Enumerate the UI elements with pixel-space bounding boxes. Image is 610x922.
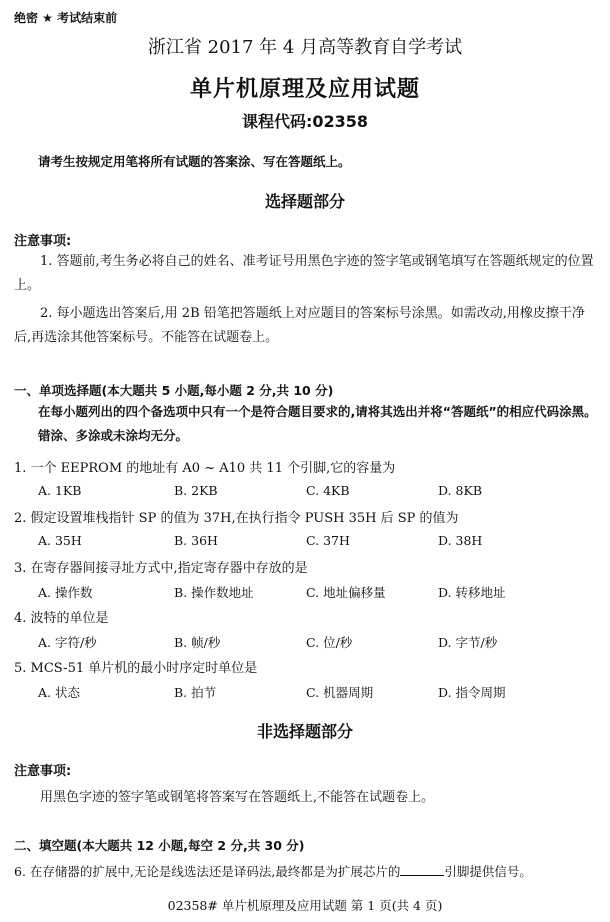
- question-3-option-d: D. 转移地址: [438, 585, 506, 600]
- question-5-option-d: D. 指令周期: [438, 685, 506, 700]
- question-3-option-a: A. 操作数: [38, 585, 93, 600]
- part1-notice-1: 1. 答题前,考生务必将自己的姓名、准考证号用黑色字迹的签字笔或钢笔填写在答题纸规定的位置上。: [14, 254, 594, 293]
- question-5-option-a: A. 状态: [38, 685, 80, 700]
- question-4-stem: 4. 波特的单位是: [14, 611, 109, 626]
- question-6-text-before: 6. 在存储器的扩展中,无论是线选法还是译码法,最终都是为扩展芯片的: [14, 864, 401, 879]
- question-1-option-d: D. 8KB: [438, 483, 483, 498]
- part2-notice: 用黑色字迹的签字笔或钢笔将答案写在答题纸上,不能答在试题卷上。: [40, 790, 435, 805]
- section1-description: 在每小题列出的四个备选项中只有一个是符合题目要求的,请将其选出并将“答题纸”的相应代码涂黑。错涂、多涂或未涂均无分。: [38, 404, 597, 443]
- confidential-mark: 绝密 ★ 考试结束前: [14, 11, 118, 25]
- section1-heading: 一、单项选择题(本大题共 5 小题,每小题 2 分,共 10 分): [14, 383, 334, 398]
- question-3-stem: 3. 在寄存器间接寻址方式中,指定寄存器中存放的是: [14, 561, 308, 576]
- question-4-option-a: A. 字符/秒: [38, 635, 97, 650]
- question-2-option-a: A. 35H: [38, 533, 82, 548]
- question-1-option-c: C. 4KB: [306, 483, 350, 498]
- exam-title: 浙江省 2017 年 4 月高等教育自学考试: [147, 37, 463, 58]
- part1-notice-label: 注意事项:: [14, 234, 72, 249]
- part2-title: 非选择题部分: [256, 722, 353, 741]
- question-6-text-after: 引脚提供信号。: [444, 864, 532, 879]
- question-4-option-d: D. 字节/秒: [438, 635, 498, 650]
- part1-title: 选择题部分: [264, 192, 345, 211]
- question-2-stem: 2. 假定设置堆栈指针 SP 的值为 37H,在执行指令 PUSH 35H 后 SP 的值为: [14, 511, 459, 526]
- question-4-option-c: C. 位/秒: [306, 635, 353, 650]
- question-1-option-b: B. 2KB: [174, 483, 218, 498]
- question-6-blank: [400, 863, 444, 876]
- paper-title: 单片机原理及应用试题: [189, 77, 420, 102]
- question-2-option-b: B. 36H: [174, 533, 218, 548]
- section2-heading: 二、填空题(本大题共 12 小题,每空 2 分,共 30 分): [14, 838, 305, 853]
- page-footer: 02358# 单片机原理及应用试题 第 1 页(共 4 页): [167, 898, 443, 913]
- question-5-option-c: C. 机器周期: [306, 685, 374, 700]
- part1-notice-2: 2. 每小题选出答案后,用 2B 铅笔把答题纸上对应题目的答案标号涂黑。如需改动,用橡皮擦干净后,再选涂其他答案标号。不能答在试题卷上。: [14, 306, 585, 345]
- question-2-option-d: D. 38H: [438, 533, 483, 548]
- question-4-option-b: B. 帧/秒: [174, 635, 221, 650]
- question-1-stem: 1. 一个 EEPROM 的地址有 A0 ~ A10 共 11 个引脚,它的容量为: [14, 461, 396, 476]
- general-instruction: 请考生按规定用笔将所有试题的答案涂、写在答题纸上。: [38, 154, 351, 169]
- question-5-stem: 5. MCS-51 单片机的最小时序定时单位是: [14, 661, 258, 676]
- question-6: [14, 862, 532, 880]
- question-3-option-b: B. 操作数地址: [174, 585, 254, 600]
- part2-notice-label: 注意事项:: [14, 764, 72, 779]
- course-code: 课程代码:02358: [241, 112, 369, 131]
- question-1-option-a: A. 1KB: [38, 483, 82, 498]
- question-5-option-b: B. 拍节: [174, 685, 217, 700]
- question-2-option-c: C. 37H: [306, 533, 350, 548]
- question-3-option-c: C. 地址偏移量: [306, 585, 386, 600]
